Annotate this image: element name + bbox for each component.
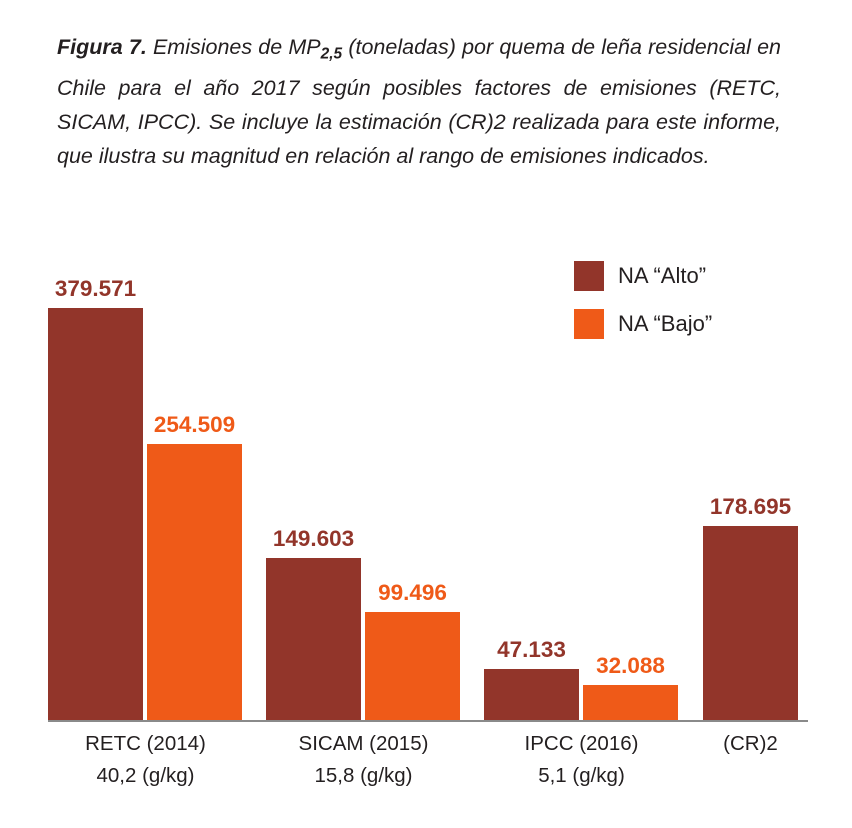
x-label-cr2-line1: (CR)2	[723, 732, 778, 755]
bar-value-cr2-alto: 178.695	[709, 494, 792, 519]
bar-value-retc-alto: 379.571	[54, 276, 137, 301]
bar-group-cr2	[703, 252, 798, 720]
bar-group-ipcc	[484, 252, 679, 720]
bar-retc-alto	[48, 276, 143, 720]
x-axis-labels	[48, 728, 808, 808]
chart-plot-area	[48, 252, 808, 722]
legend-label-alto: NA “Alto”	[618, 263, 707, 288]
legend-label-bajo: NA “Bajo”	[618, 311, 713, 336]
bar-ipcc-bajo	[583, 653, 678, 720]
x-label-cr2	[703, 728, 798, 760]
caption-subscript: 2,5	[320, 45, 343, 63]
bar-value-retc-bajo: 254.509	[153, 412, 236, 437]
caption-text-part2: (toneladas) por quema de leña residencial en Chile para el año 2017 según posibles factores de emisiones (RETC, SICAM, IPCC). Se incluye la estimación (CR)2 realizada para este informe, que ilustra su magnitud en relación al rango de emisiones indicados.	[57, 35, 781, 169]
x-label-sicam-line1: SICAM (2015)	[298, 732, 429, 755]
figure-caption	[57, 30, 781, 173]
caption-text-part1: Emisiones de MP	[146, 35, 321, 59]
bar-chart	[48, 252, 808, 722]
x-label-sicam-line2: 15,8 (g/kg)	[314, 764, 413, 787]
bar-retc-bajo	[147, 412, 242, 720]
x-axis-line	[48, 720, 808, 722]
bar-sicam-bajo	[365, 580, 460, 720]
bar-ipcc-alto	[484, 637, 579, 720]
x-label-ipcc	[484, 728, 679, 792]
bar-cr2-alto	[703, 494, 798, 720]
x-label-ipcc-line2: 5,1 (g/kg)	[538, 764, 625, 787]
x-label-sicam	[266, 728, 461, 792]
x-label-retc	[48, 728, 243, 792]
bar-group-retc	[48, 252, 243, 720]
bar-group-sicam	[266, 252, 461, 720]
bar-value-ipcc-alto: 47.133	[497, 637, 566, 662]
bar-sicam-alto	[266, 526, 361, 720]
bar-value-sicam-bajo: 99.496	[378, 580, 447, 605]
x-label-ipcc-line1: IPCC (2016)	[524, 732, 639, 755]
x-label-retc-line2: 40,2 (g/kg)	[96, 764, 195, 787]
figure-label: Figura 7.	[57, 35, 147, 59]
bar-value-sicam-alto: 149.603	[272, 526, 355, 551]
x-label-retc-line1: RETC (2014)	[85, 732, 206, 755]
bar-value-ipcc-bajo: 32.088	[596, 653, 665, 678]
